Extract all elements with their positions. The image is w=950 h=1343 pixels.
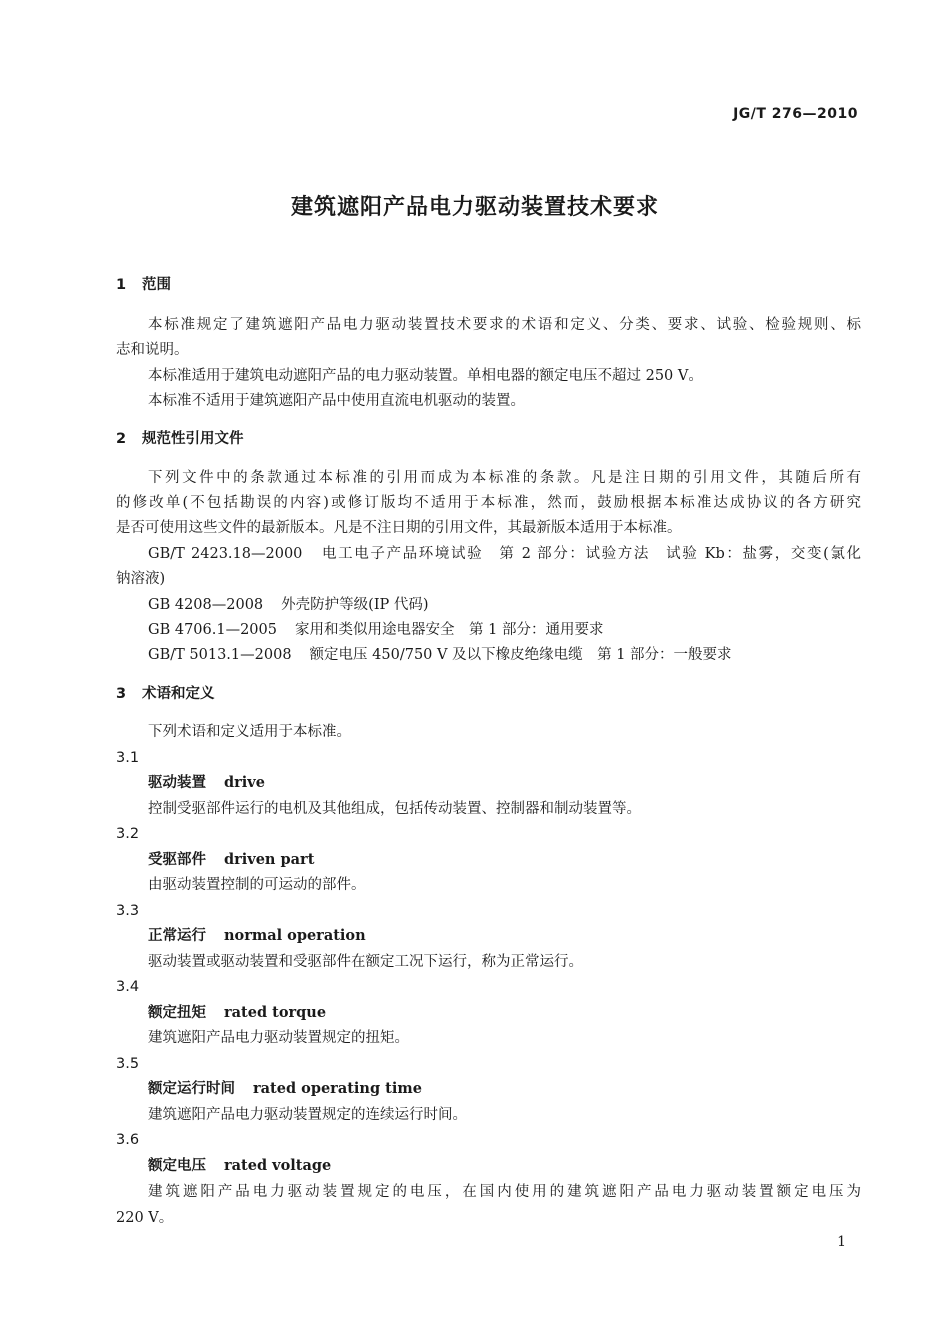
reference-title: 外壳防护等级(IP 代码) — [281, 597, 429, 613]
term-entry — [148, 924, 861, 948]
reference-item — [148, 542, 861, 566]
page-number: 1 — [837, 1234, 846, 1250]
term-chinese: 受驱部件 — [148, 852, 206, 868]
section-number: 2 — [116, 431, 127, 447]
reference-continuation: 钠溶液) — [116, 571, 166, 587]
reference-code: GB/T 5013.1—2008 — [148, 647, 292, 663]
term-english: rated operating time — [253, 1080, 422, 1097]
clause-number: 3.3 — [116, 903, 140, 919]
term-english: normal operation — [224, 927, 366, 944]
section-title: 术语和定义 — [142, 686, 215, 702]
term-chinese: 额定运行时间 — [148, 1081, 235, 1097]
clause-number: 3.2 — [116, 826, 140, 842]
term-definition: 驱动装置或驱动装置和受驱部件在额定工况下运行，称为正常运行。 — [148, 954, 583, 970]
section-number: 3 — [116, 686, 127, 702]
section-title: 规范性引用文件 — [142, 431, 244, 447]
reference-code: GB 4208—2008 — [148, 597, 264, 613]
reference-title: 电工电子产品环境试验 第 2 部分：试验方法 试验 Kb：盐雾，交变(氯化 — [320, 546, 861, 562]
term-entry — [148, 771, 861, 795]
term-entry — [148, 1077, 861, 1101]
clause-number: 3.1 — [116, 750, 140, 766]
term-definition-line: 220 V。 — [116, 1210, 174, 1226]
reference-title: 额定电压 450/750 V 及以下橡皮绝缘电缆 第 1 部分：一般要求 — [309, 647, 732, 663]
reference-item — [148, 593, 861, 617]
paragraph-line: 下列文件中的条款通过本标准的引用而成为本标准的条款。凡是注日期的引用文件，其随后所有 — [148, 470, 861, 486]
reference-item — [148, 618, 861, 642]
reference-title: 家用和类似用途电器安全 第 1 部分：通用要求 — [295, 622, 604, 638]
reference-code: GB 4706.1—2005 — [148, 622, 277, 638]
term-english: rated torque — [224, 1004, 327, 1021]
term-entry — [148, 1001, 861, 1025]
term-chinese: 驱动装置 — [148, 775, 206, 791]
term-definition: 控制受驱部件运行的电机及其他组成，包括传动装置、控制器和制动装置等。 — [148, 801, 641, 817]
term-definition: 由驱动装置控制的可运动的部件。 — [148, 877, 366, 893]
term-entry — [148, 1154, 861, 1178]
section-1-heading — [116, 273, 861, 297]
term-english: driven part — [224, 851, 315, 868]
paragraph: 本标准不适用于建筑遮阳产品中使用直流电机驱动的装置。 — [148, 393, 525, 409]
term-entry — [148, 848, 861, 872]
term-definition: 建筑遮阳产品电力驱动装置规定的连续运行时间。 — [148, 1107, 467, 1123]
term-english: rated voltage — [224, 1157, 332, 1174]
clause-number: 3.6 — [116, 1132, 140, 1148]
section-3-heading — [116, 682, 861, 706]
paragraph-line: 的修改单(不包括勘误的内容)或修订版均不适用于本标准，然而，鼓励根据本标准达成协议的各方研究 — [116, 495, 861, 511]
term-chinese: 额定扭矩 — [148, 1005, 206, 1021]
reference-item — [148, 643, 861, 667]
term-definition-line: 建筑遮阳产品电力驱动装置规定的电压，在国内使用的建筑遮阳产品电力驱动装置额定电压为 — [148, 1184, 861, 1200]
reference-code: GB/T 2423.18—2000 — [148, 546, 303, 562]
document-title: 建筑遮阳产品电力驱动装置技术要求 — [290, 195, 659, 220]
paragraph-line: 是否可使用这些文件的最新版本。凡是不注日期的引用文件，其最新版本适用于本标准。 — [116, 520, 682, 536]
term-english: drive — [224, 774, 265, 791]
standard-code: JG/T 276—2010 — [733, 106, 858, 122]
clause-number: 3.4 — [116, 979, 140, 995]
term-chinese: 额定电压 — [148, 1158, 206, 1174]
paragraph-line: 本标准规定了建筑遮阳产品电力驱动装置技术要求的术语和定义、分类、要求、试验、检验规则、标 — [148, 317, 861, 333]
term-chinese: 正常运行 — [148, 928, 206, 944]
clause-number: 3.5 — [116, 1056, 140, 1072]
section-title: 范围 — [142, 277, 171, 293]
term-definition: 建筑遮阳产品电力驱动装置规定的扭矩。 — [148, 1030, 409, 1046]
section-number: 1 — [116, 277, 127, 293]
paragraph-line: 志和说明。 — [116, 342, 189, 358]
paragraph: 本标准适用于建筑电动遮阳产品的电力驱动装置。单相电器的额定电压不超过 250 V。 — [148, 368, 703, 384]
paragraph: 下列术语和定义适用于本标准。 — [148, 724, 351, 740]
section-2-heading — [116, 427, 861, 451]
